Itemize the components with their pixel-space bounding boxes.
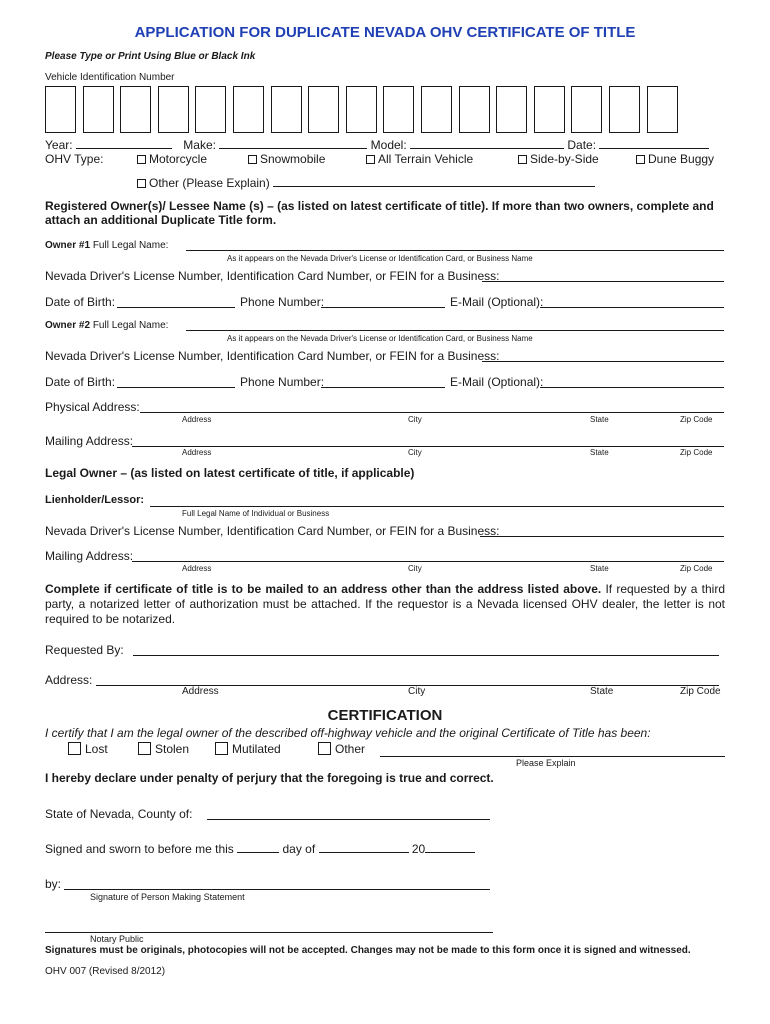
vin-box[interactable] [45,86,76,133]
owner1-phone-field[interactable] [321,307,445,308]
mailing-state-col: State [590,448,609,457]
cert-explain-hint: Please Explain [516,758,576,768]
owner1-dob-label: Date of Birth: [45,295,116,309]
sworn-day-field[interactable] [237,842,279,853]
vin-box[interactable] [346,86,377,133]
vin-box[interactable] [534,86,565,133]
lienholder-address-col: Address [182,564,212,573]
make-field[interactable] [219,138,367,149]
lienholder-license-field[interactable] [480,536,724,537]
date-field[interactable] [599,138,709,149]
checkbox-icon [248,155,257,164]
owner2-dob-label: Date of Birth: [45,375,116,389]
owner2-email-field[interactable] [540,387,724,388]
ohv-type-other[interactable]: Other (Please Explain) [137,176,595,190]
cert-option-other[interactable]: Other [318,742,365,756]
lienholder-label: Lienholder/Lessor: [45,494,145,506]
mailing-city-col: City [408,448,422,457]
legal-owner-heading: Legal Owner – (as listed on latest certificate of title, if applicable) [45,466,415,480]
checkbox-icon [68,742,81,755]
other-explain-field[interactable] [273,176,595,187]
by-label: by: [45,877,62,891]
ohv-type-side-by-side[interactable]: Side-by-Side [518,152,599,166]
vin-label: Vehicle Identification Number [45,72,175,83]
checkbox-icon [366,155,375,164]
signature-hint: Signature of Person Making Statement [90,892,245,902]
county-label: State of Nevada, County of: [45,807,193,821]
vin-box[interactable] [158,86,189,133]
lienholder-field[interactable] [150,506,724,507]
owner2-name-hint: As it appears on the Nevada Driver's License or Identification Card, or Business Name [227,334,533,343]
cert-option-lost[interactable]: Lost [68,742,108,756]
owner1-license-field[interactable] [482,281,724,282]
physical-city-col: City [408,415,422,424]
form-title: APPLICATION FOR DUPLICATE NEVADA OHV CERTIFICATE OF TITLE [134,24,636,41]
vin-box[interactable] [83,86,114,133]
lienholder-mailing-label: Mailing Address: [45,549,134,563]
originals-note: Signatures must be originals, photocopies will not be accepted. Changes may not be made to this form once it is signed and witnessed. [45,945,691,956]
physical-address-col: Address [182,415,212,424]
vin-box[interactable] [459,86,490,133]
owner2-name-field[interactable] [186,330,724,331]
vin-box[interactable] [195,86,226,133]
mail-to-address-col: Address [182,686,219,697]
lienholder-zip-col: Zip Code [680,564,713,573]
vin-box[interactable] [308,86,339,133]
owner2-phone-field[interactable] [321,387,445,388]
cert-option-mutilated[interactable]: Mutilated [215,742,281,756]
lienholder-license-label: Nevada Driver's License Number, Identification Card Number, or FEIN for a Business: [45,524,500,538]
sworn-year-field[interactable] [425,842,475,853]
mail-to-paragraph: Complete if certificate of title is to be mailed to an address other than the address listed above. If requested by a third party, a notarized letter of authorization must be attached. If the requestor is a Nevada licensed OHV dealer, the letter is not required to be notarized. [45,582,725,626]
vin-box[interactable] [609,86,640,133]
sworn-row: Signed and sworn to before me this day of 20 [45,842,475,856]
mail-to-state-col: State [590,686,614,697]
make-label: Make: [183,138,216,152]
county-field[interactable] [207,819,490,820]
vin-box[interactable] [271,86,302,133]
mail-to-zip-col: Zip Code [680,686,721,697]
vin-box[interactable] [233,86,264,133]
owner1-name-hint: As it appears on the Nevada Driver's License or Identification Card, or Business Name [227,254,533,263]
requested-by-field[interactable] [133,655,719,656]
owner2-license-field[interactable] [482,361,724,362]
owners-heading: Registered Owner(s)/ Lessee Name (s) – (as listed on latest certificate of title). If more than two owners, complete and attach an additional Duplicate Title form. [45,199,714,227]
year-field[interactable] [76,138,172,149]
lienholder-state-col: State [590,564,609,573]
perjury-declaration: I hereby declare under penalty of perjury that the foregoing is true and correct. [45,771,494,785]
cert-option-stolen[interactable]: Stolen [138,742,189,756]
notary-signature-field[interactable] [45,932,493,933]
ohv-type-label: OHV Type: [45,152,104,166]
physical-zip-col: Zip Code [680,415,713,424]
checkbox-icon [137,179,146,188]
mailing-address-col: Address [182,448,212,457]
vin-box[interactable] [421,86,452,133]
owner1-phone-label: Phone Number: [240,295,325,309]
ohv-type-dune-buggy[interactable]: Dune Buggy [636,152,714,166]
checkbox-icon [636,155,645,164]
owner1-license-label: Nevada Driver's License Number, Identification Card Number, or FEIN for a Business: [45,269,500,283]
lienholder-mailing-field[interactable] [132,561,724,562]
owner1-name-label: Owner #1 Full Legal Name: [45,240,169,251]
checkbox-icon [518,155,527,164]
owner2-phone-label: Phone Number: [240,375,325,389]
mailing-address-field[interactable] [132,446,724,447]
vin-box[interactable] [496,86,527,133]
ink-instructions: Please Type or Print Using Blue or Black Ink [45,51,256,62]
ohv-type-snowmobile[interactable]: Snowmobile [248,152,325,166]
owner1-name-field[interactable] [186,250,724,251]
owner2-license-label: Nevada Driver's License Number, Identification Card Number, or FEIN for a Business: [45,349,500,363]
vin-box[interactable] [120,86,151,133]
model-label: Model: [370,138,407,152]
cert-other-explain-field[interactable] [380,756,725,757]
checkbox-icon [318,742,331,755]
mailing-address-label: Mailing Address: [45,434,134,448]
mail-to-city-col: City [408,686,426,697]
physical-address-field[interactable] [140,412,724,413]
vin-box[interactable] [383,86,414,133]
signature-field[interactable] [64,889,490,890]
certification-title: CERTIFICATION [327,707,443,724]
ohv-type-atv[interactable]: All Terrain Vehicle [366,152,473,166]
year-make-model-row [45,138,709,152]
mailing-zip-col: Zip Code [680,448,713,457]
notary-hint: Notary Public [90,934,144,944]
certification-statement: I certify that I am the legal owner of the described off-highway vehicle and the original Certificate of Title has been: [45,726,651,740]
physical-state-col: State [590,415,609,424]
owner2-name-label: Owner #2 Full Legal Name: [45,320,169,331]
owner1-email-field[interactable] [540,307,724,308]
owner2-dob-field[interactable] [117,387,235,388]
vin-box[interactable] [647,86,678,133]
checkbox-icon [138,742,151,755]
mail-to-address-label: Address: [45,673,93,687]
requested-by-label: Requested By: [45,643,124,657]
form-number: OHV 007 (Revised 8/2012) [45,966,166,977]
owner1-dob-field[interactable] [117,307,235,308]
lienholder-city-col: City [408,564,422,573]
lienholder-hint: Full Legal Name of Individual or Business [182,509,330,518]
sworn-month-field[interactable] [319,842,409,853]
checkbox-icon [215,742,228,755]
checkbox-icon [137,155,146,164]
owner1-email-label: E-Mail (Optional): [450,295,544,309]
vin-box[interactable] [571,86,602,133]
model-field[interactable] [410,138,564,149]
physical-address-label: Physical Address: [45,400,140,414]
date-label: Date: [567,138,597,152]
year-label: Year: [45,138,73,152]
ohv-type-motorcycle[interactable]: Motorcycle [137,152,207,166]
owner2-email-label: E-Mail (Optional): [450,375,544,389]
